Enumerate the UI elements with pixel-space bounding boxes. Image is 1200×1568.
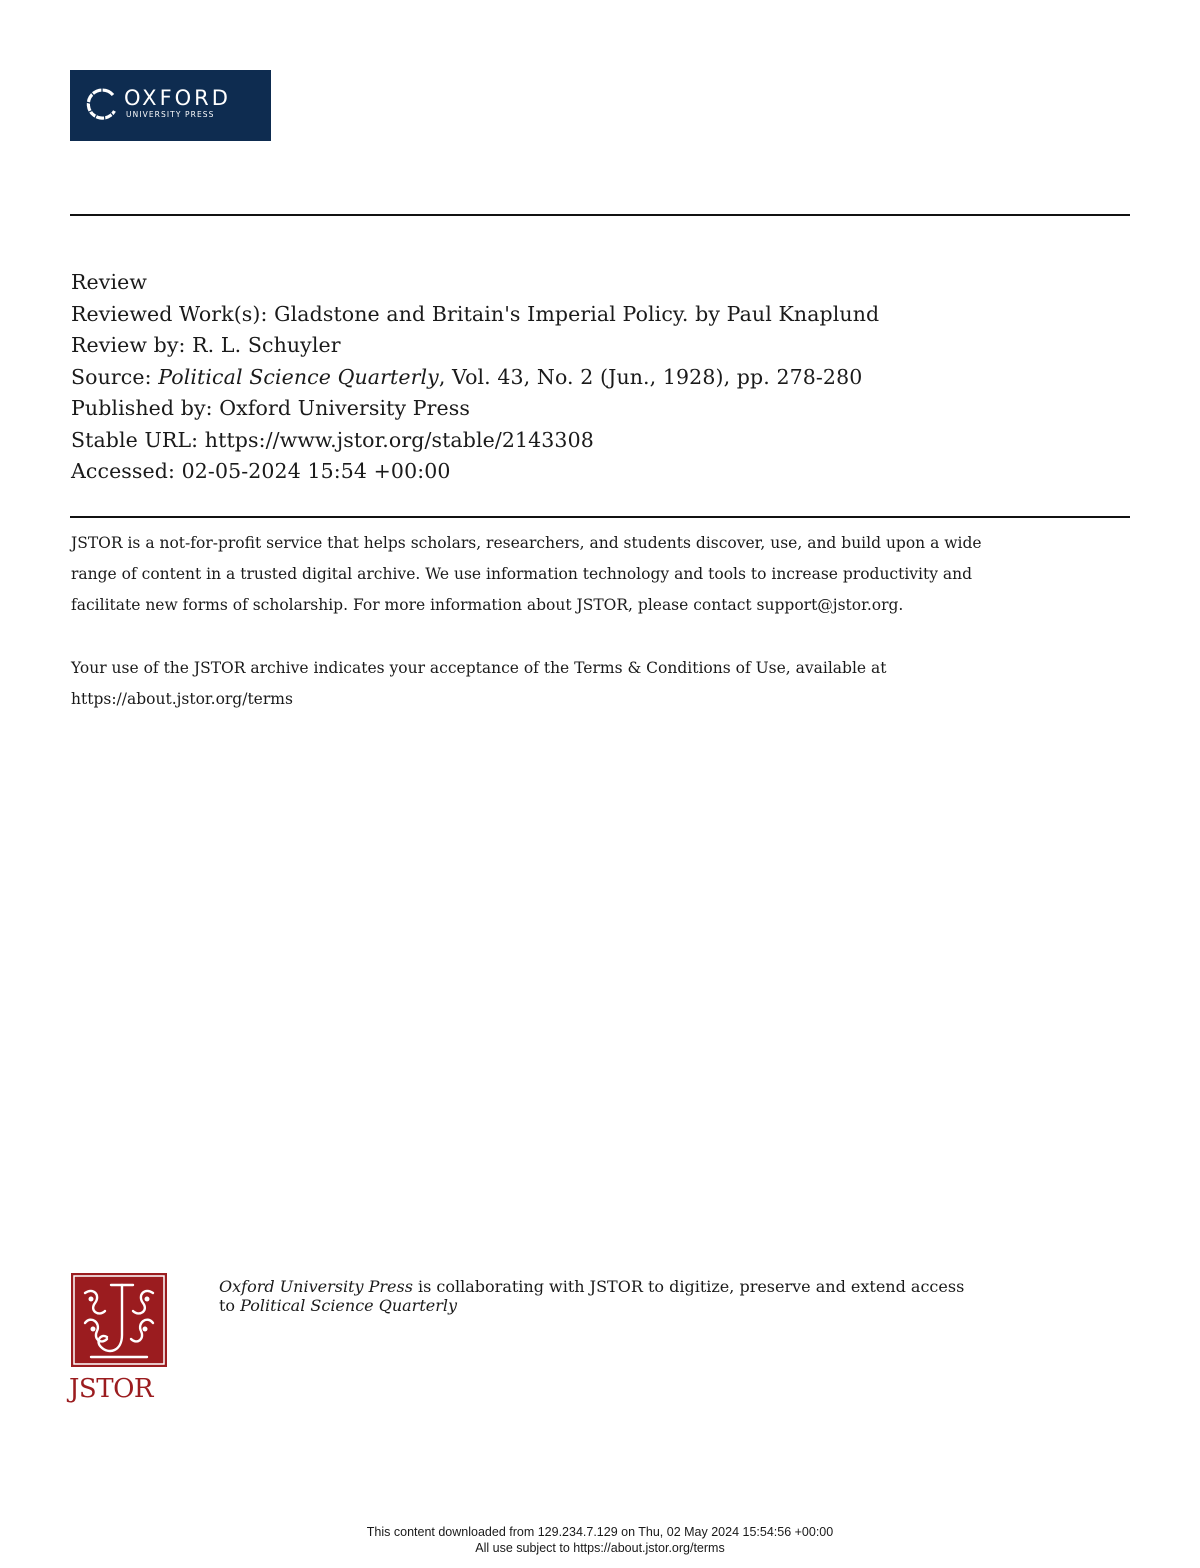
citation-stable-url: Stable URL: https://www.jstor.org/stable/2143308 [71, 427, 594, 452]
collaboration-statement: Oxford University Press is collaborating with JSTOR to digitize, preserve and extend access to Political Science Quarterly [219, 1277, 965, 1315]
citation-reviewed-work: Reviewed Work(s): Gladstone and Britain's Imperial Policy. by Paul Knaplund [71, 301, 880, 326]
jstor-notice-paragraph-2 [71, 653, 1131, 715]
notice-line: facilitate new forms of scholarship. For more information about JSTOR, please contact support@jstor.org. [71, 596, 904, 614]
bottom-divider [70, 516, 1130, 518]
oxford-subtitle: UNIVERSITY PRESS [126, 110, 215, 119]
citation-review-by: Review by: R. L. Schuyler [71, 333, 341, 357]
top-divider [70, 214, 1130, 216]
jstor-wordmark: JSTOR [69, 1374, 153, 1404]
terms-link[interactable]: https://about.jstor.org/terms [71, 690, 293, 708]
citation-accessed: Accessed: 02-05-2024 15:54 +00:00 [71, 459, 451, 483]
citation-type: Review [71, 270, 147, 294]
citation-source: Source: Political Science Quarterly, Vol. 43, No. 2 (Jun., 1928), pp. 278-280 [71, 364, 863, 389]
oxford-ring-icon [83, 86, 121, 124]
stable-url-link[interactable]: https://www.jstor.org/stable/2143308 [204, 427, 594, 452]
download-footer-line-2: All use subject to https://about.jstor.org/terms [475, 1541, 725, 1555]
jstor-notice-paragraph-1 [71, 528, 1131, 621]
source-journal: Political Science Quarterly [158, 364, 439, 389]
oxford-university-press-logo [70, 70, 271, 141]
notice-line: JSTOR is a not-for-profit service that helps scholars, researchers, and students discover, use, and build upon a wide [71, 534, 982, 552]
jstor-emblem-icon [71, 1273, 167, 1367]
download-footer-line-1: This content downloaded from 129.234.7.129 on Thu, 02 May 2024 15:54:56 +00:00 [366, 1525, 834, 1539]
citation-block [71, 267, 879, 488]
oxford-wordmark: OXFORD [124, 86, 231, 110]
notice-line: Your use of the JSTOR archive indicates your acceptance of the Terms & Conditions of Use, available at [71, 659, 887, 677]
notice-line: range of content in a trusted digital archive. We use information technology and tools to increase productivity and [71, 565, 973, 583]
collab-publisher: Oxford University Press [219, 1277, 413, 1296]
citation-published-by: Published by: Oxford University Press [71, 396, 471, 420]
collab-journal: Political Science Quarterly [240, 1296, 458, 1315]
